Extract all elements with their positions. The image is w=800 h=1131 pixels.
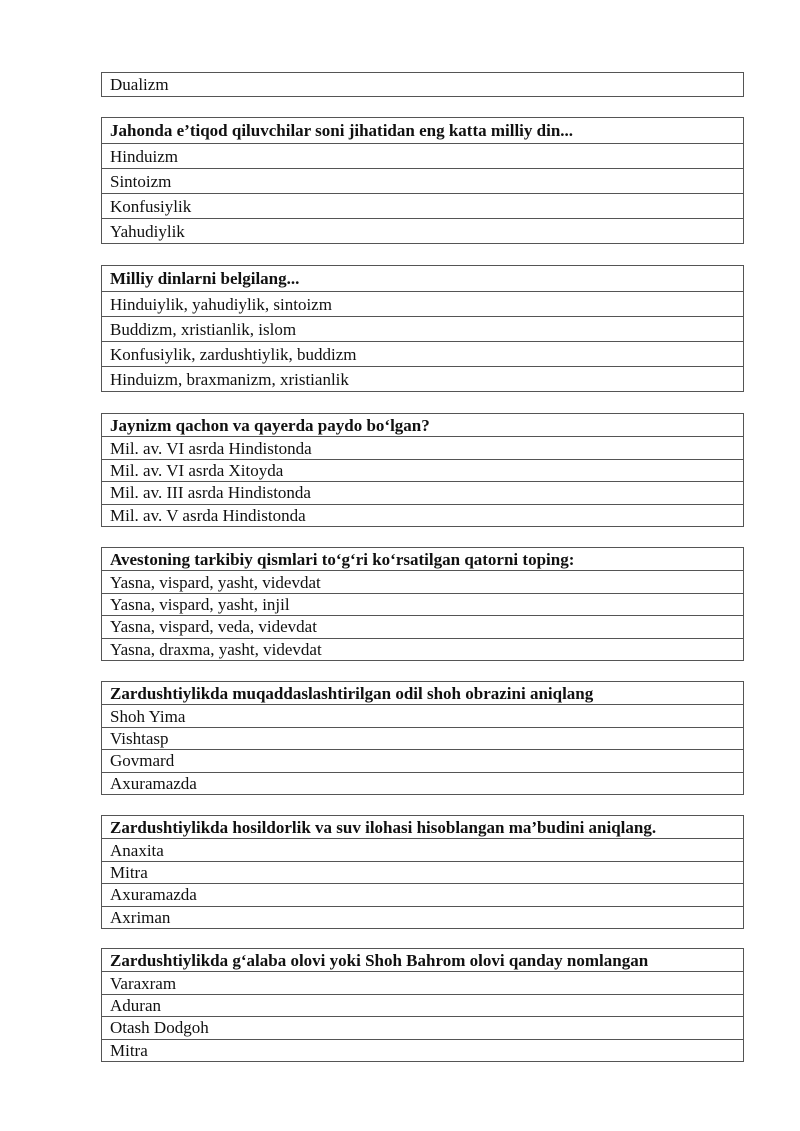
- question-text: Zardushtiylikda muqaddaslashtirilgan odil shoh obrazini aniqlang: [110, 683, 594, 703]
- question-text: Avestoning tarkibiy qismlari to‘g‘ri ko‘rsatilgan qatorni toping:: [110, 549, 575, 569]
- answer-option: Yasna, draxma, yasht, videvdat: [102, 638, 743, 660]
- question-text: Zardushtiylikda g‘alaba olovi yoki Shoh Bahrom olovi qanday nomlangan: [110, 950, 649, 970]
- question-text: Zardushtiylikda hosildorlik va suv ilohasi hisoblangan ma’budini aniqlang.: [110, 817, 657, 837]
- answer-option: Vishtasp: [102, 727, 743, 749]
- answer-option: Yasna, vispard, yasht, injil: [102, 593, 743, 615]
- question-block-4: [101, 547, 744, 661]
- answer-option: Buddizm, xristianlik, islom: [102, 316, 743, 341]
- question-text: Jaynizm qachon va qayerda paydo bo‘lgan?: [110, 415, 430, 435]
- answer-option: Otash Dodgoh: [102, 1016, 743, 1038]
- answer-option: Mil. av. VI asrda Hindistonda: [102, 436, 743, 458]
- answer-option: Yasna, vispard, yasht, videvdat: [102, 570, 743, 592]
- answer-option: Varaxram: [102, 971, 743, 993]
- question-block-3: [101, 413, 744, 527]
- question-block-1: [101, 117, 744, 244]
- question-text: Jahonda e’tiqod qiluvchilar soni jihatidan eng katta milliy din...: [110, 121, 574, 140]
- answer-option: Dualizm: [110, 75, 169, 94]
- answer-option: Aduran: [102, 994, 743, 1016]
- answer-option: Mitra: [102, 1039, 743, 1061]
- answer-option: Konfusiylik, zardushtiylik, buddizm: [102, 341, 743, 366]
- answer-option: Anaxita: [102, 838, 743, 860]
- answer-option: Govmard: [102, 749, 743, 771]
- question-block-6: [101, 815, 744, 929]
- question-block-7: [101, 948, 744, 1062]
- answer-option: Shoh Yima: [102, 704, 743, 726]
- answer-option: Yahudiylik: [102, 218, 743, 243]
- answer-option: Hinduiylik, yahudiylik, sintoizm: [102, 291, 743, 316]
- answer-option: Axuramazda: [102, 883, 743, 905]
- answer-option: Konfusiylik: [102, 193, 743, 218]
- answer-option: Hinduizm: [102, 143, 743, 168]
- question-block-5: [101, 681, 744, 795]
- question-block-0-continuation: [101, 72, 744, 97]
- answer-option: Sintoizm: [102, 168, 743, 193]
- answer-option: Axuramazda: [102, 772, 743, 794]
- answer-option: Axriman: [102, 906, 743, 928]
- question-block-2: [101, 265, 744, 392]
- answer-option: Mil. av. III asrda Hindistonda: [102, 481, 743, 503]
- answer-option: Mil. av. V asrda Hindistonda: [102, 504, 743, 526]
- answer-option: Mitra: [102, 861, 743, 883]
- question-text: Milliy dinlarni belgilang...: [110, 269, 300, 288]
- answer-option: Mil. av. VI asrda Xitoyda: [102, 459, 743, 481]
- answer-option: Hinduizm, braxmanizm, xristianlik: [102, 366, 743, 391]
- answer-option: Yasna, vispard, veda, videvdat: [102, 615, 743, 637]
